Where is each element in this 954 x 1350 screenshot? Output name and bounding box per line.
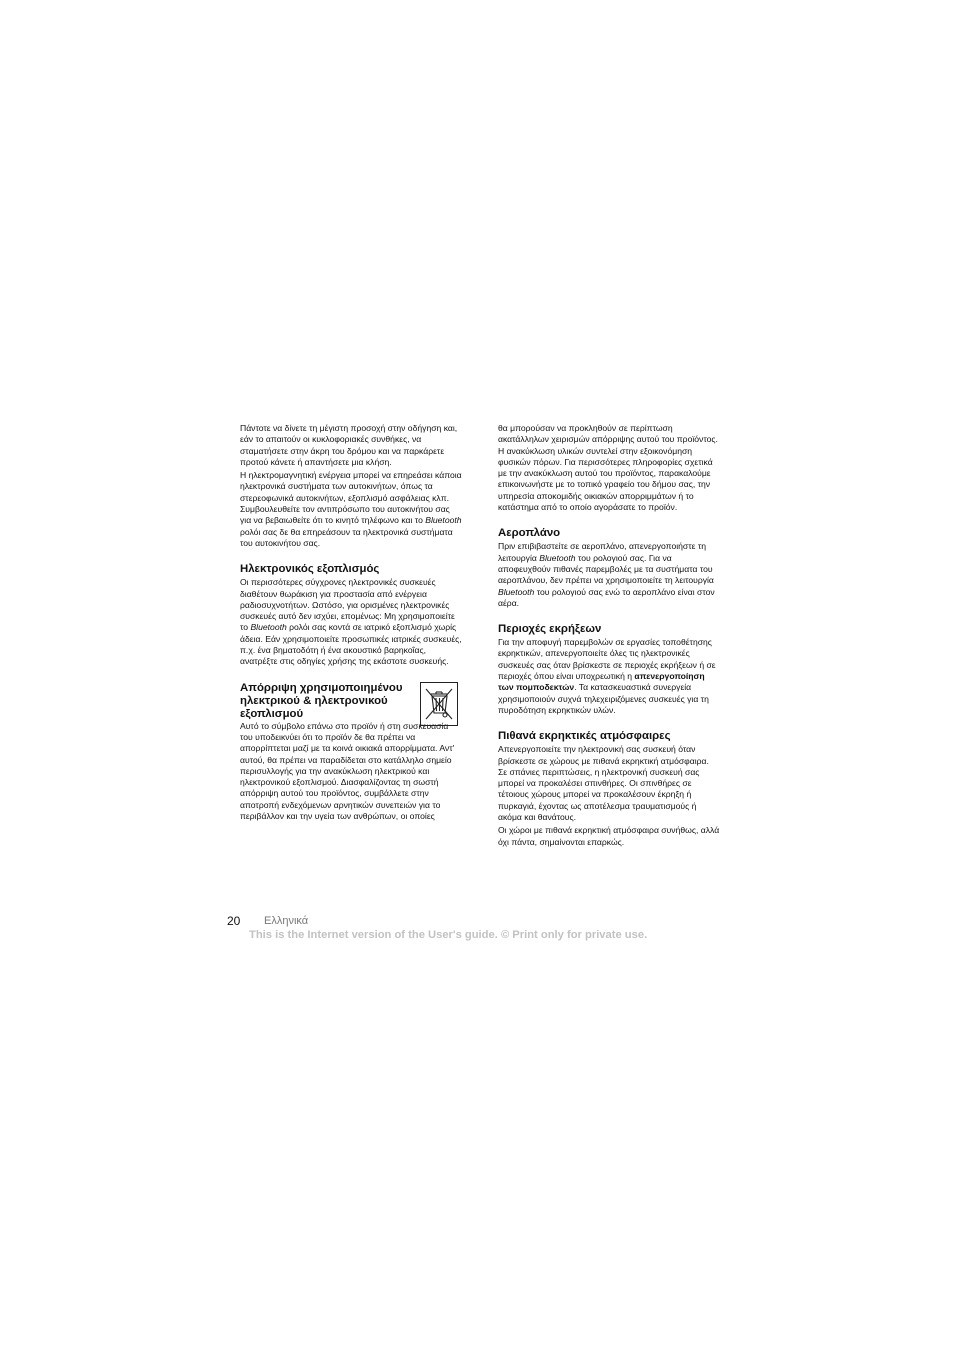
paragraph-atmospheres-1: Απενεργοποιείτε την ηλεκτρονική σας συσκευή όταν βρίσκεστε σε χώρους με πιθανά εκρηκτική ατμόσφαιρα. Σε σπάνιες περιπτώσεις, η ηλεκτρονική συσκευή σας μπορεί να προκαλέσει σπινθήρες. Οι σπινθήρες σε τέτοιους χώρους μπορεί να προκαλέσουν έκρηξη ή πυρκαγιά, έχοντας ως αποτέλεσμα τραυματισμούς ή ακόμα και θανάτους.	[498, 744, 709, 823]
text-segment: του ρολογιού σας. Για να αποφευχθούν πιθανές παρεμβολές με τα συστήματα του αεροπλάνου, δεν πρέπει να χρησιμοποιείτε τη λειτουργία	[498, 552, 714, 586]
section-title-medical: Ηλεκτρονικός εξοπλισμός	[240, 563, 380, 576]
section-title-explosive-atmospheres: Πιθανά εκρηκτικές ατμόσφαιρες	[498, 730, 671, 743]
paragraph-medical	[240, 577, 462, 667]
section-title-airplane: Αεροπλάνο	[498, 527, 561, 540]
paragraph-driving: Πάντοτε να δίνετε τη μέγιστη προσοχή στην οδήγηση και, εάν το απαιτούν οι κυκλοφοριακές συνθήκες, να σταματήσετε στην άκρη του δρόμου και να παρκάρετε προτού κάνετε ή απαντήσετε μια κλήση.	[240, 423, 458, 467]
text-segment: Πριν επιβιβαστείτε σε αεροπλάνο, απενεργοποιήστε τη λειτουργία	[498, 541, 707, 563]
language-label: Ελληνικά	[264, 915, 309, 927]
bluetooth-term: Bluetooth	[425, 515, 462, 526]
section-title-waste: Απόρριψη χρησιμοποιημένου ηλεκτρικού & ηλεκτρονικού εξοπλισμού	[240, 681, 403, 720]
paragraph-blasting	[498, 637, 720, 716]
crossed-out-wheelie-bin-icon	[420, 682, 458, 726]
text-segment: Η ηλεκτρομαγνητική ενέργεια μπορεί να επηρεάσει κάποια ηλεκτρονικά συστήματα των αυτοκινήτων, όπως τα στερεοφωνικά αυτοκινήτων, εξοπλισμό ασφάλειας κλπ. Συμβουλευθείτε τον αντιπρόσωπο του αυτοκινήτου σας για να βεβαιωθείτε ότι το κινητό τηλέφωνο και το	[240, 470, 462, 526]
internet-version-notice: This is the Internet version of the User's guide. © Print only for private use.	[249, 929, 648, 941]
text-segment: του ρολογιού σας ενώ το αεροπλάνο είναι στον αέρα.	[498, 586, 715, 608]
text-segment: Για την αποφυγή παρεμβολών σε εργασίες τοποθέτησης εκρηκτικών, απενεργοποιείτε όλες τις ηλεκτρονικές συσκευές σας όταν βρίσκεστε σε περιοχές εκρήξεων ή σε περιοχές όπου είναι υποχρεωτική η	[498, 637, 716, 682]
right-column	[498, 423, 720, 848]
waste-section-header	[240, 682, 462, 721]
paragraph-atmospheres-2: Οι χώροι με πιθανά εκρηκτική ατμόσφαιρα συνήθως, αλλά όχι πάντα, σημαίνονται επαρκώς.	[498, 825, 720, 847]
paragraph-electromagnetic	[240, 470, 462, 549]
bluetooth-term: Bluetooth	[250, 622, 287, 633]
text-segment: . Τα κατασκευαστικά συνεργεία χρησιμοποιούν συχνά τηλεχειριζόμενες συσκευές για τη πυροδότηση εκρηκτικών υλών.	[498, 682, 709, 715]
paragraph-waste-continued: θα μπορούσαν να προκληθούν σε περίπτωση ακατάλληλων χειρισμών απόρριψης αυτού του προϊόντος. Η ανακύκλωση υλικών συντελεί στην εξοικονόμηση φυσικών πόρων. Για περισσότερες πληροφορίες σχετικά με την ανακύκλωση αυτού του προϊόντος, παρακαλούμε επικοινωνήστε με το τοπικό γραφείο του δήμου σας, την υπηρεσία αποκομιδής οικιακών απορριμμάτων ή το κατάστημα από το οποίο αγοράσατε το προϊόν.	[498, 423, 718, 513]
paragraph-waste: Αυτό το σύμβολο επάνω στο προϊόν ή στη συσκευασία του υποδεικνύει ότι το προϊόν δε θα πρέπει να απορρίπτεται μαζί με τα κοινά οικιακά απορρίμματα. Αντ' αυτού, θα πρέπει να παραδίδεται στο κατάλληλο σημείο περισυλλογής για την ανακύκλωση ηλεκτρικού και ηλεκτρονικού εξοπλισμού. Διασφαλίζοντας τη σωστή απόρριψη αυτού του προϊόντος, συμβάλλετε στην αποτροπή ενδεχόμενων αρνητικών συνεπειών για το περιβάλλον και την υγεία των ανθρώπων, οι οποίες	[240, 720, 455, 822]
text-segment: ρολόι σας κοντά σε ιατρικό εξοπλισμό χωρίς άδεια. Εάν χρησιμοποιείτε προσωπικές ιατρικές συσκευές, π.χ. ένα βηματοδότη ή ένα ακουστικό βαρηκοΐας, ανατρέξτε στις οδηγίες χρήσης της εκάστοτε συσκευής.	[240, 622, 462, 667]
bluetooth-term: Bluetooth	[539, 552, 576, 563]
bold-term: απενεργοποίηση των πομποδεκτών	[498, 671, 705, 693]
text-segment: Οι περισσότερες σύγχρονες ηλεκτρονικές συσκευές διαθέτουν θωράκιση για προστασία από ενέργεια ραδιοσυχνοτήτων. Ωστόσο, για ορισμένες ηλεκτρονικές συσκευές αυτό δεν ισχύει, επομένως: Μη χρησιμοποιείτε το	[240, 577, 455, 633]
text-segment: ρολόι σας δε θα επηρεάσουν τα ηλεκτρονικά συστήματα του αυτοκινήτου σας.	[240, 526, 453, 548]
paragraph-airplane	[498, 541, 720, 609]
left-column	[240, 423, 462, 822]
section-title-blasting: Περιοχές εκρήξεων	[498, 623, 602, 636]
page-number: 20	[227, 914, 241, 928]
bluetooth-term: Bluetooth	[498, 586, 535, 597]
